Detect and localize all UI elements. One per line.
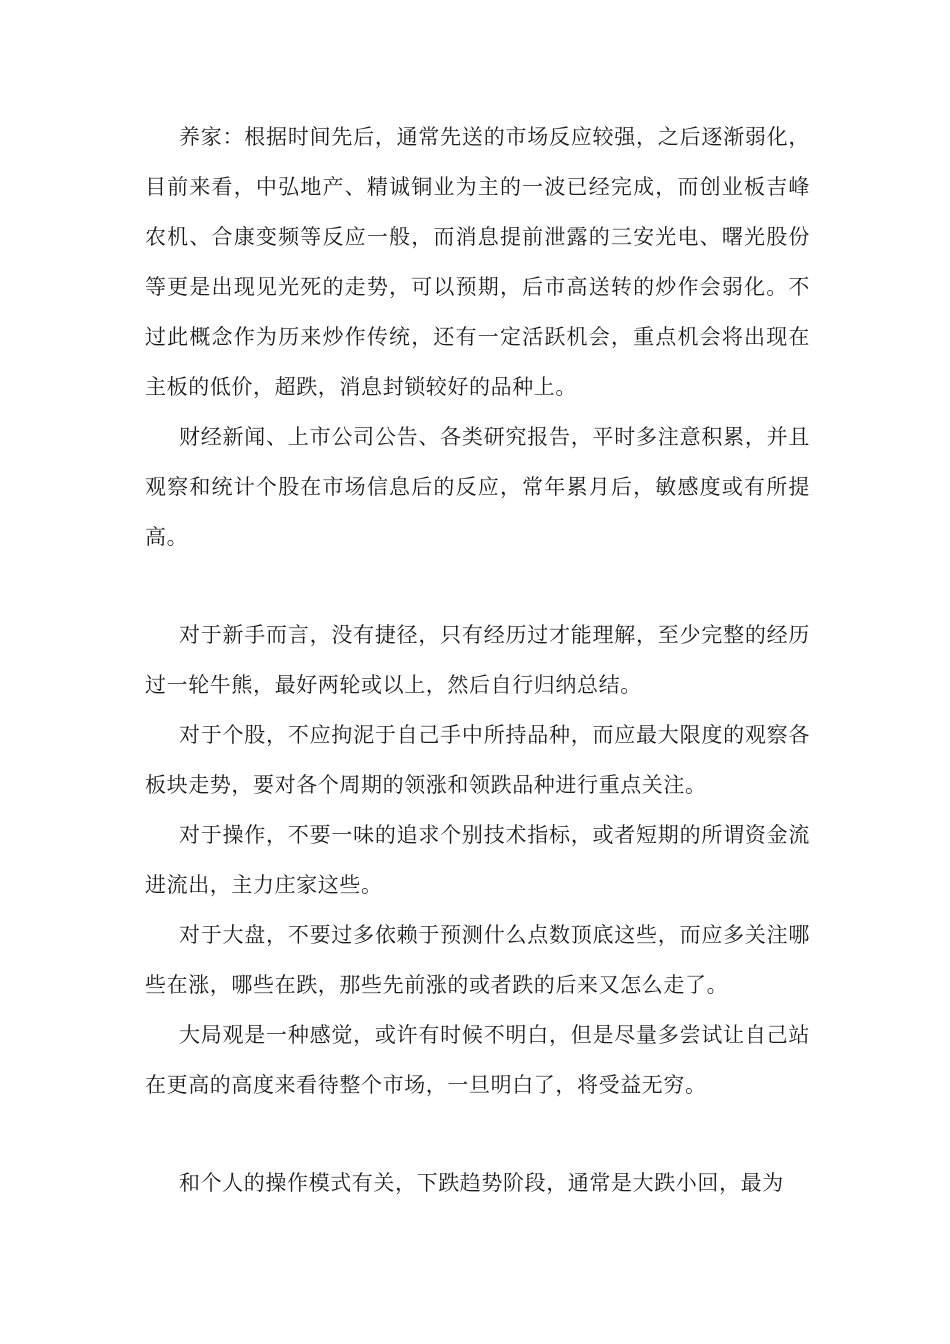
paragraph-1: 养家：根据时间先后，通常先送的市场反应较强，之后逐渐弱化，目前来看，中弘地产、精诚铜业为主的一波已经完成，而创业板吉峰农机、合康变频等反应一般，而消息提前泄露的三安光电、曙光股份等更是出现见光死的走势，可以预期，后市高送转的炒作会弱化。不过此概念作为历来炒作传统，还有一定活跃机会，重点机会将出现在主板的低价，超跌，消息封锁较好的品种上。 [145,125,810,399]
paragraph-4: 对于个股，不应拘泥于自己手中所持品种，而应最大限度的观察各板块走势，要对各个周期的领涨和领跌品种进行重点关注。 [145,723,810,797]
paragraph-8: 和个人的操作模式有关，下跌趋势阶段，通常是大跌小回，最为 [179,1171,784,1195]
paragraph-6: 对于大盘，不要过多依赖于预测什么点数顶底这些，而应多关注哪些在涨，哪些在跌，那些先前涨的或者跌的后来又怎么走了。 [145,923,810,997]
paragraph-2: 财经新闻、上市公司公告、各类研究报告，平时多注意积累，并且观察和统计个股在市场信息后的反应，常年累月后，敏感度或有所提高。 [145,425,810,549]
paragraph-7: 大局观是一种感觉，或许有时候不明白，但是尽量多尝试让自己站在更高的高度来看待整个市场，一旦明白了，将受益无穷。 [145,1023,810,1097]
paragraph-5: 对于操作，不要一味的追求个别技术指标，或者短期的所谓资金流进流出，主力庄家这些。 [145,823,810,897]
paragraph-3: 对于新手而言，没有捷径，只有经历过才能理解，至少完整的经历过一轮牛熊，最好两轮或以上，然后自行归纳总结。 [145,623,810,697]
